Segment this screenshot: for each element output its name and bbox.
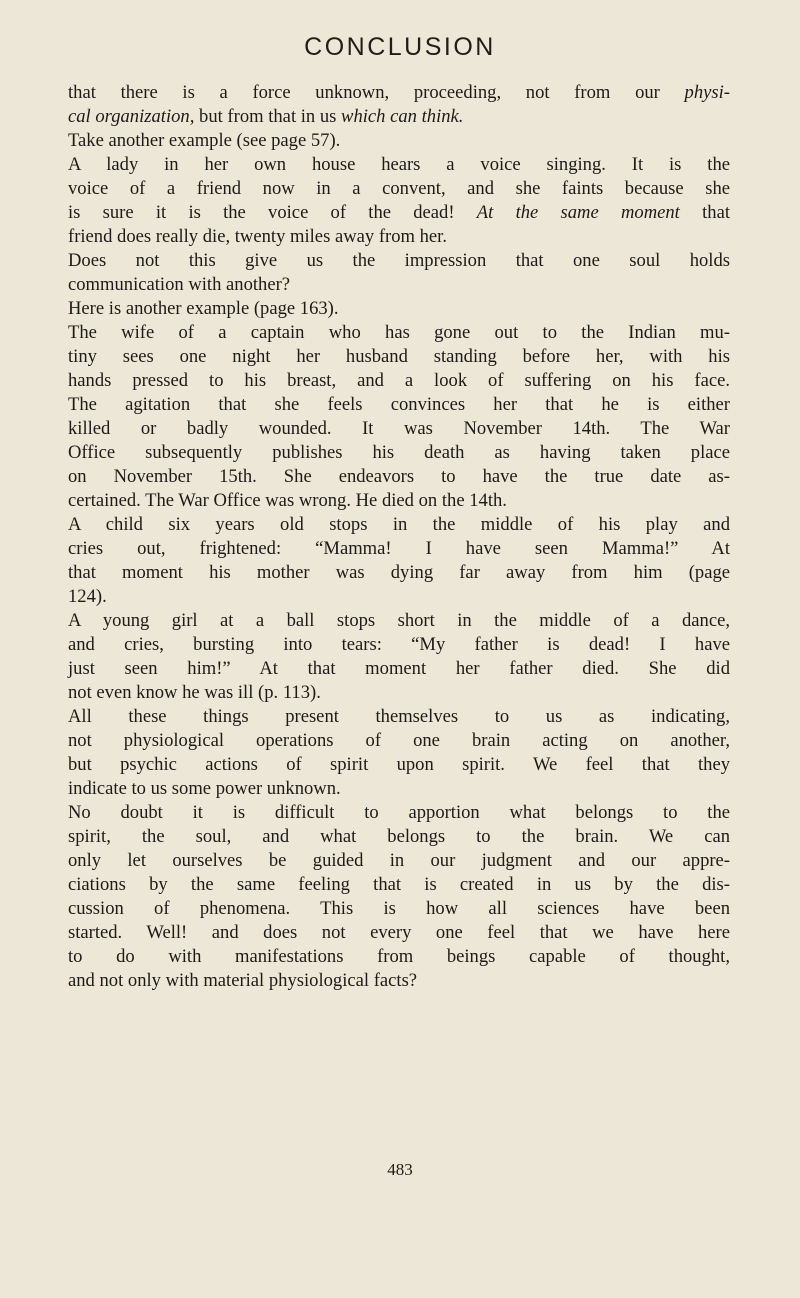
text-line	[68, 801, 730, 825]
text-line	[68, 297, 730, 321]
text-line	[68, 681, 730, 705]
text-line	[68, 537, 730, 561]
roman-text: friend does really die, twenty miles away from her.	[68, 226, 447, 247]
text-line	[68, 873, 730, 897]
roman-text: and cries, bursting into tears: “My father is dead! I have	[68, 634, 730, 655]
text-line	[68, 633, 730, 657]
text-line	[68, 657, 730, 681]
page-number: 483	[387, 1160, 413, 1179]
text-line	[68, 201, 730, 225]
text-line	[68, 585, 730, 609]
text-line	[68, 561, 730, 585]
roman-text: Does not this give us the impression that one soul holds	[68, 250, 730, 271]
roman-text: certained. The War Office was wrong. He died on the 14th.	[68, 490, 507, 511]
roman-text: only let ourselves be guided in our judgment and our appre-	[68, 850, 730, 871]
roman-text: that moment his mother was dying far away from him (page	[68, 562, 730, 583]
text-line	[68, 249, 730, 273]
roman-text: just seen him!” At that moment her father died. She did	[68, 658, 730, 679]
roman-text: Here is another example (page 163).	[68, 298, 339, 319]
roman-text: tiny sees one night her husband standing before her, with his	[68, 346, 730, 367]
text-line	[68, 345, 730, 369]
italic-text: At the same moment	[476, 202, 680, 223]
roman-text: indicate to us some power unknown.	[68, 778, 341, 799]
text-line	[68, 153, 730, 177]
text-line	[68, 465, 730, 489]
roman-text: cussion of phenomena. This is how all sciences have been	[68, 898, 730, 919]
roman-text: communication with another?	[68, 274, 291, 295]
roman-text: A lady in her own house hears a voice singing. It is the	[68, 154, 730, 175]
text-line	[68, 921, 730, 945]
roman-text: on November 15th. She endeavors to have the true date as-	[68, 466, 730, 487]
italic-text: which can think.	[341, 106, 464, 127]
roman-text: killed or badly wounded. It was November 14th. The War	[68, 418, 730, 439]
text-line	[68, 489, 730, 513]
roman-text: started. Well! and does not every one feel that we have here	[68, 922, 730, 943]
roman-text: voice of a friend now in a convent, and she faints because she	[68, 178, 730, 199]
roman-text: spirit, the soul, and what belongs to the brain. We can	[68, 826, 730, 847]
roman-text: No doubt it is difficult to apportion what belongs to the	[68, 802, 730, 823]
roman-text: ciations by the same feeling that is created in us by the dis-	[68, 874, 730, 895]
text-line	[68, 441, 730, 465]
roman-text: not even know he was ill (p. 113).	[68, 682, 321, 703]
text-line	[68, 849, 730, 873]
roman-text: that	[679, 202, 730, 223]
italic-text: physi-	[684, 82, 730, 103]
roman-text: Office subsequently publishes his death as having taken place	[68, 442, 730, 463]
roman-text: but from that in us	[194, 106, 342, 127]
roman-text: The agitation that she feels convinces her that he is either	[68, 394, 730, 415]
roman-text: but psychic actions of spirit upon spirit. We feel that they	[68, 754, 730, 775]
roman-text: hands pressed to his breast, and a look of suffering on his face.	[68, 370, 730, 391]
text-line	[68, 81, 730, 105]
roman-text: The wife of a captain who has gone out to the Indian mu-	[68, 322, 730, 343]
roman-text: All these things present themselves to us as indicating,	[68, 706, 730, 727]
text-line	[68, 417, 730, 441]
roman-text: is sure it is the voice of the dead!	[68, 202, 477, 223]
text-line	[68, 753, 730, 777]
italic-text: cal organization,	[68, 106, 195, 127]
text-line	[68, 897, 730, 921]
text-line	[68, 729, 730, 753]
roman-text: A young girl at a ball stops short in the middle of a dance,	[68, 610, 730, 631]
roman-text: to do with manifestations from beings capable of thought,	[68, 946, 730, 967]
text-line	[68, 129, 730, 153]
text-line	[68, 273, 730, 297]
text-line	[68, 705, 730, 729]
roman-text: that there is a force unknown, proceeding, not from our	[68, 82, 685, 103]
text-line	[68, 105, 730, 129]
text-line	[68, 321, 730, 345]
text-line	[68, 609, 730, 633]
text-line	[68, 393, 730, 417]
text-line	[68, 777, 730, 801]
text-line	[68, 945, 730, 969]
roman-text: and not only with material physiological facts?	[68, 970, 418, 991]
roman-text: 124).	[68, 586, 107, 607]
roman-text: A child six years old stops in the middle of his play and	[68, 514, 730, 535]
body-text	[68, 81, 730, 993]
roman-text: cries out, frightened: “Mamma! I have seen Mamma!” At	[68, 538, 730, 559]
running-head: CONCLUSION	[304, 33, 496, 61]
text-line	[68, 969, 730, 993]
text-line	[68, 177, 730, 201]
roman-text: not physiological operations of one brain acting on another,	[68, 730, 730, 751]
text-line	[68, 513, 730, 537]
roman-text: Take another example (see page 57).	[68, 130, 341, 151]
text-line	[68, 825, 730, 849]
text-line	[68, 369, 730, 393]
text-line	[68, 225, 730, 249]
